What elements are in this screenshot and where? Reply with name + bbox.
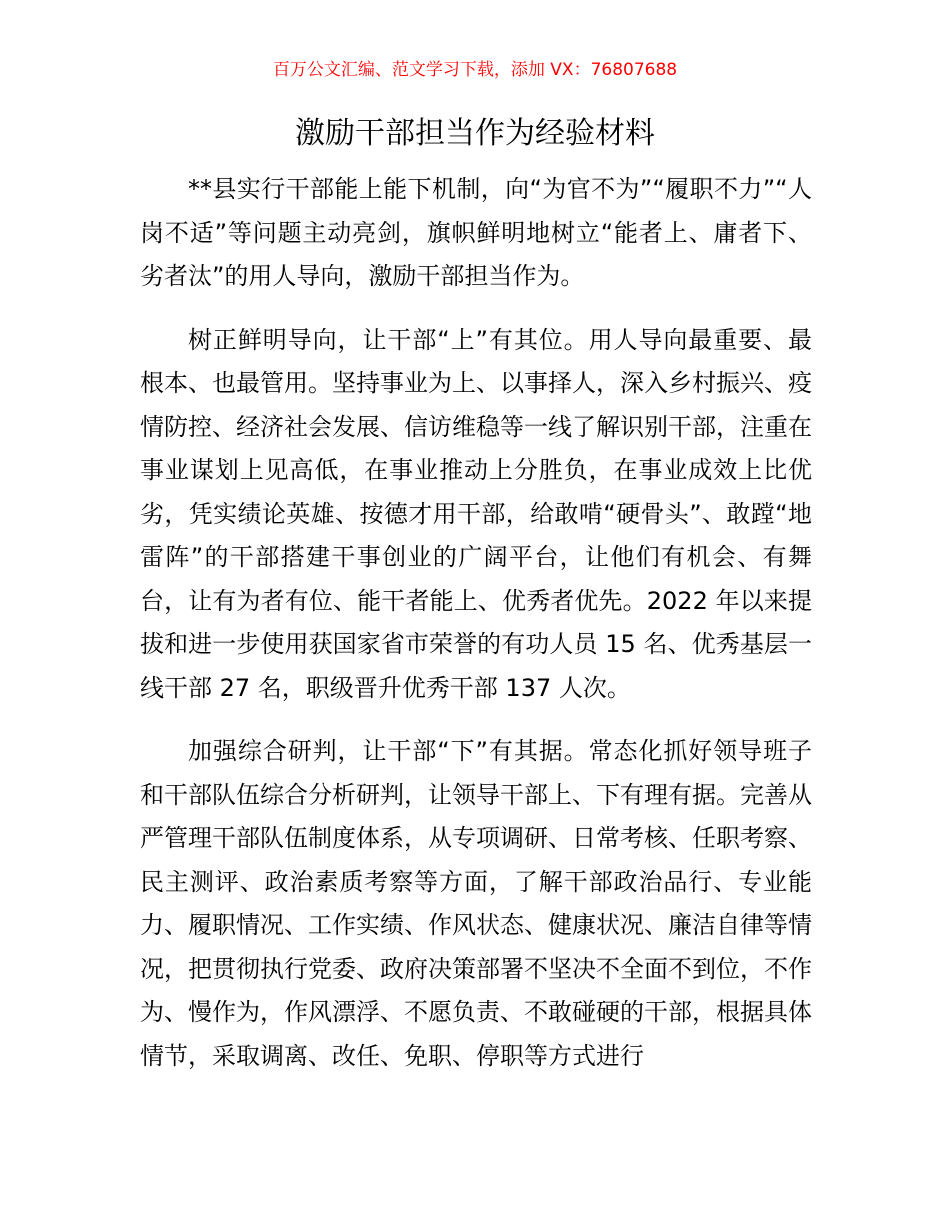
document-title: 激励干部担当作为经验材料 bbox=[295, 116, 655, 151]
paragraph-comprehensive-assessment: 加强综合研判，让干部“下”有其据。常态化抓好领导班子和干部队伍综合分析研判，让领导干部上、下有理有据。完善从严管理干部队伍制度体系，从专项调研、日常考核、任职考察、民主测评、政治素质考察等方面，了解干部政治品行、专业能力、履职情况、工作实绩、作风状态、健康状况、廉洁自律等情况，把贯彻执行党委、政府决策部署不坚决不全面不到位，不作为、慢作为，作风漂浮、不愿负责、不敢碰硬的干部，根据具体情节，采取调离、改任、免职、停职等方式进行 bbox=[140, 737, 812, 1070]
header-promo-note: 百万公文汇编、范文学习下载，添加 VX：76807688 bbox=[272, 60, 678, 80]
document-body bbox=[140, 168, 812, 1098]
paragraph-promotion-guidance: 树正鲜明导向，让干部“上”有其位。用人导向最重要、最根本、也最管用。坚持事业为上、以事择人，深入乡村振兴、疫情防控、经济社会发展、信访维稳等一线了解识别干部，注重在事业谋划上见高低，在事业推动上分胜负，在事业成效上比优劣，凭实绩论英雄、按德才用干部，给敢啃“硬骨头”、敢蹚“地雷阵”的干部搭建干事创业的广阔平台，让他们有机会、有舞台，让有为者有位、能干者能上、优秀者优先。2022 年以来提拔和进一步使用获国家省市荣誉的有功人员 15 名、优秀基层一线干部 27 名，职级晋升优秀干部 137 人次。 bbox=[140, 325, 812, 702]
paragraph-intro: **县实行干部能上能下机制，向“为官不为”“履职不力”“人岗不适”等问题主动亮剑，旗帜鲜明地树立“能者上、庸者下、劣者汰”的用人导向，激励干部担当作为。 bbox=[140, 175, 812, 290]
